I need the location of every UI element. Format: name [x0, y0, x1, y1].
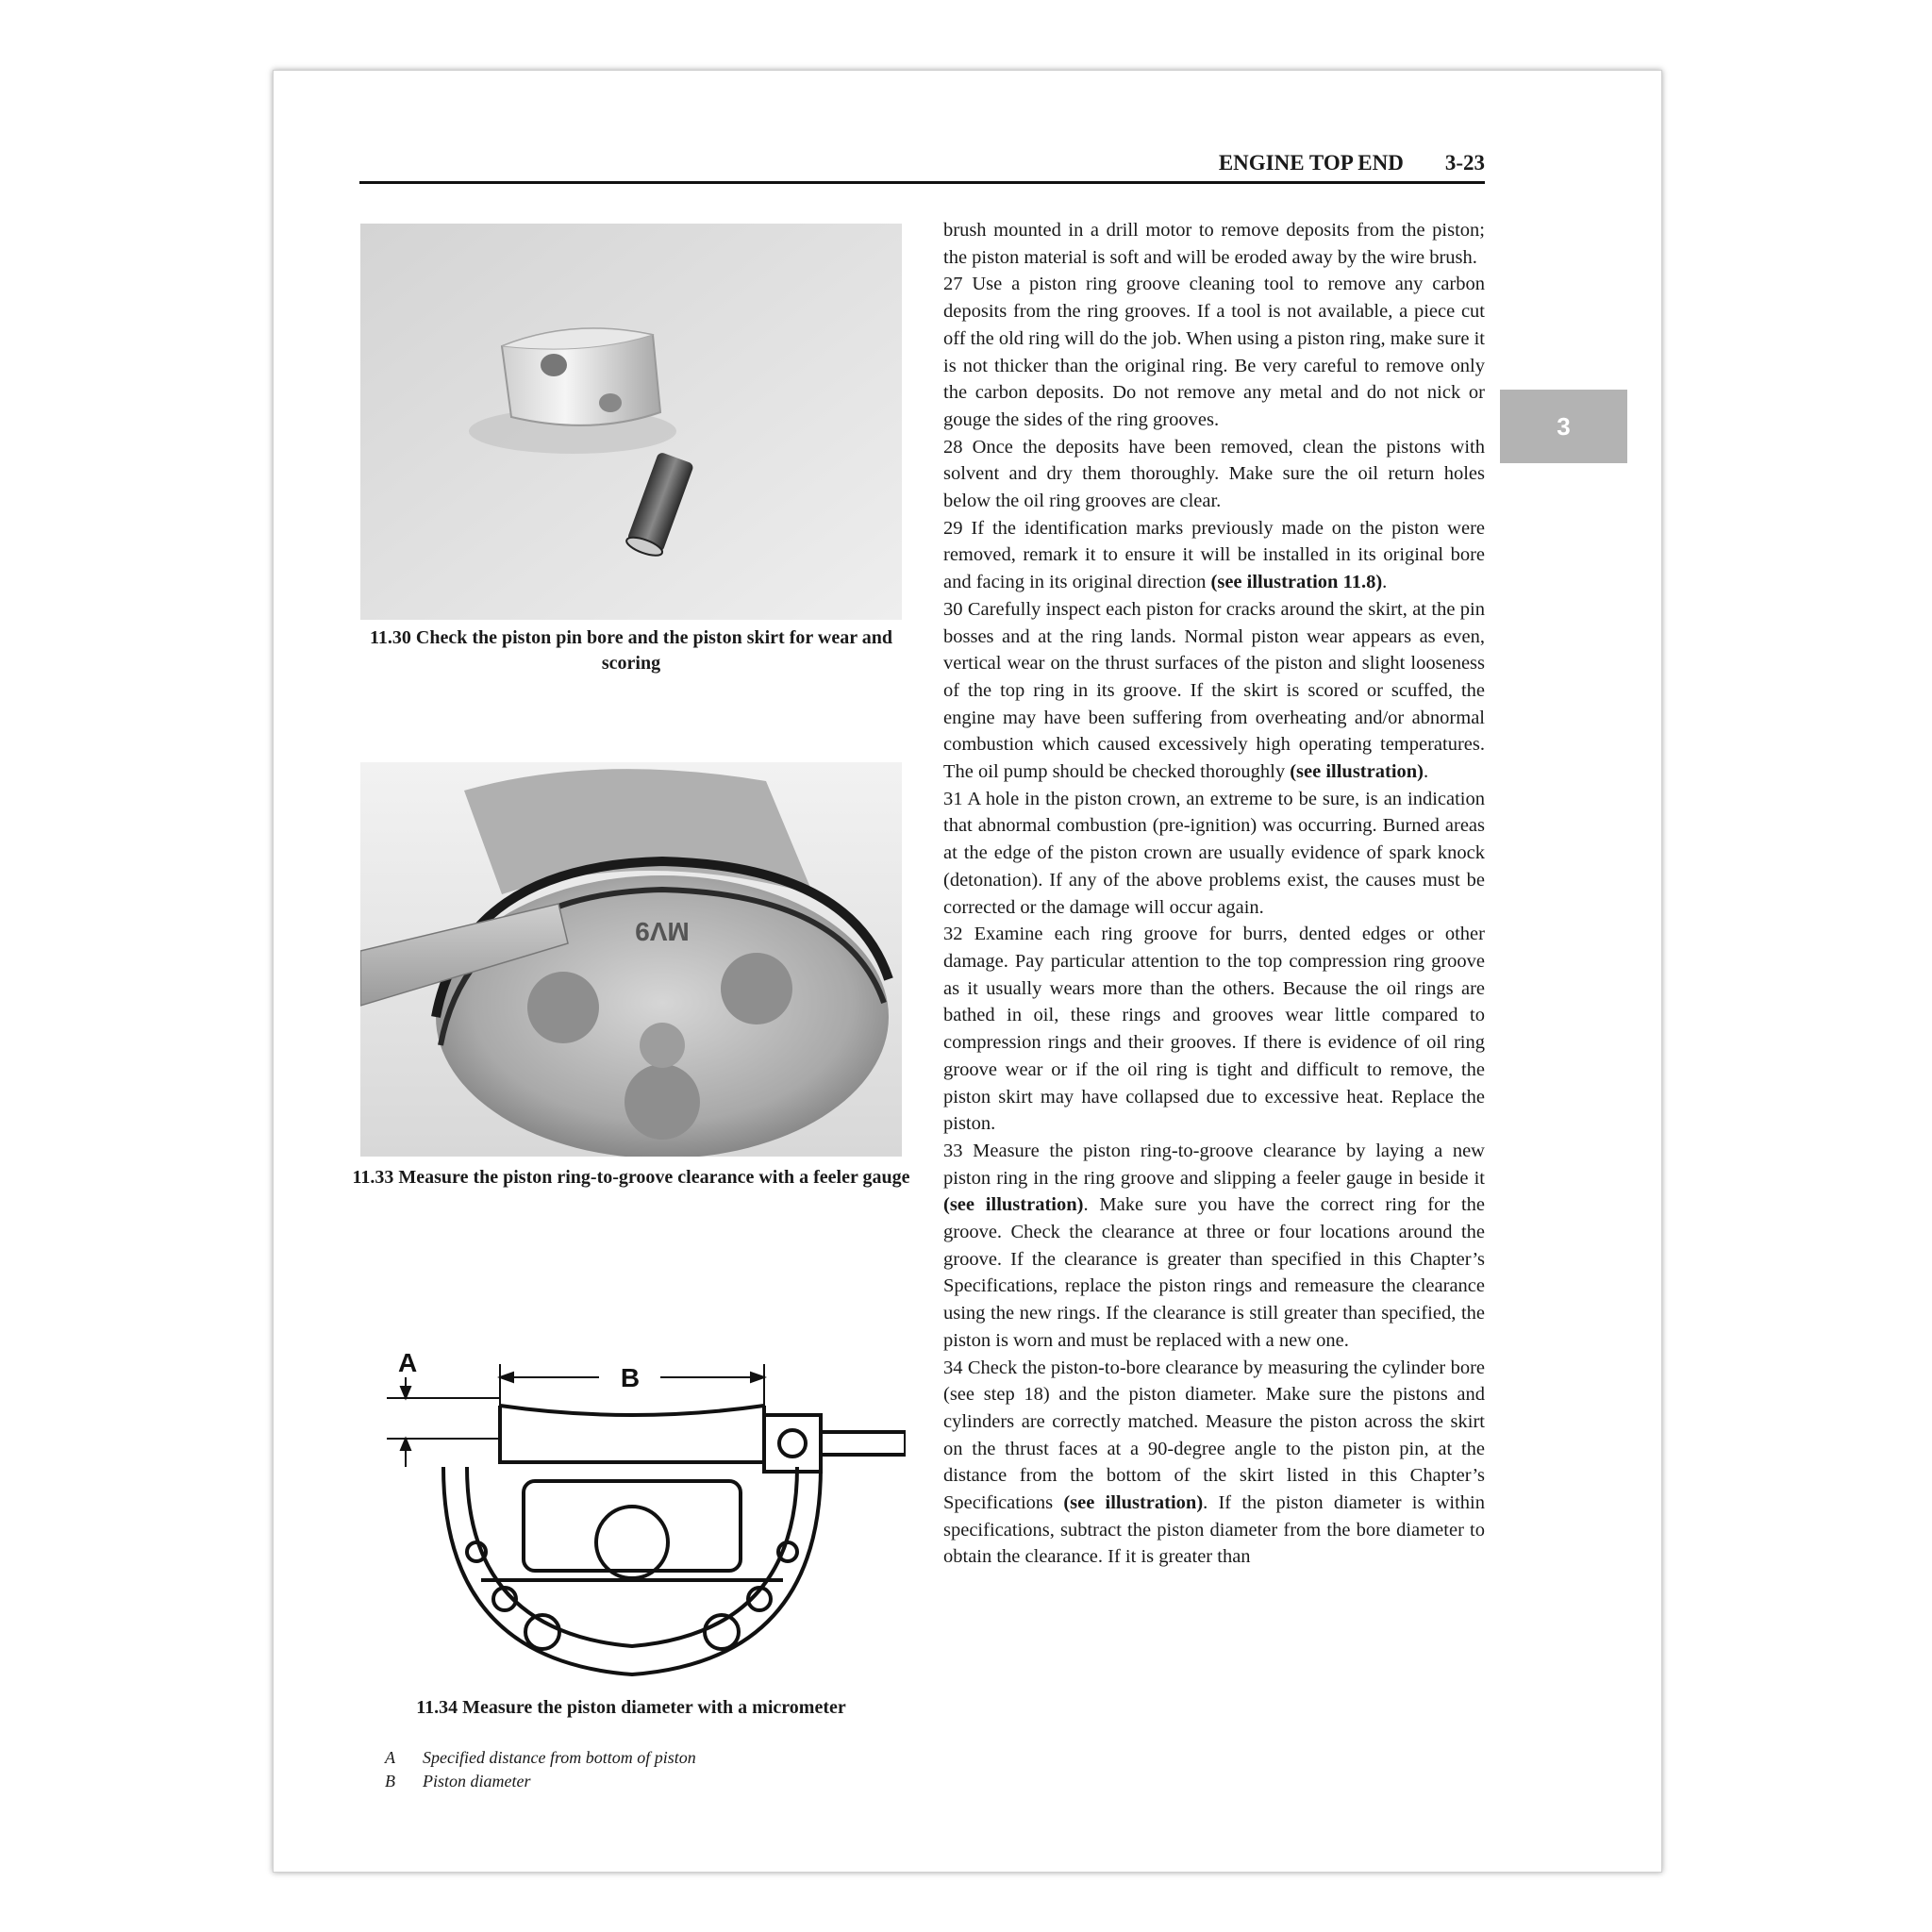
illustration-reference: (see illustration): [1290, 761, 1424, 783]
paragraph-text: .: [1382, 572, 1388, 593]
body-paragraph: [943, 1355, 1485, 1572]
paragraph-text: brush mounted in a drill motor to remove deposits from the piston; the piston material is soft and will be eroded away by the wire brush.: [943, 220, 1485, 268]
chapter-tab-label: 3: [1557, 411, 1571, 441]
paragraph-text: . If the piston diameter is within specifications, subtract the piston diameter from the bore diameter to obtain the clearance. If it is greater than: [943, 1492, 1486, 1568]
body-paragraph: [943, 1138, 1485, 1355]
figure-11-33-caption: 11.33 Measure the piston ring-to-groove clearance with a feeler gauge: [352, 1167, 910, 1188]
paragraph-text: . Make sure you have the correct ring for the groove. Check the clearance at three or four locations around the groove. If the clearance is greater than specified in this Chapter’s Specifications, replace the piston rings and remeasure the clearance using the new rings. If the clearance is still greater than specified, the piston is worn and must be replaced with a new one.: [943, 1194, 1485, 1351]
legend-row: [385, 1746, 696, 1770]
paragraph-text: 27 Use a piston ring groove cleaning tool to remove any carbon deposits from the ring grooves. If a tool is not available, a piece cut off the old ring will do the job. When using a piston ring, make sure it is not thicker than the original ring. Be very careful to remove only the carbon deposits. Do not remove any metal and do not nick or gouge the sides of the ring grooves.: [943, 274, 1485, 430]
legend-key: A: [385, 1748, 395, 1767]
paragraph-text: 29 If the identification marks previously made on the piston were removed, remark it to ensure it will be installed in its original bore and facing in its original direction: [943, 517, 1485, 593]
body-text-column: [943, 217, 1485, 1571]
micrometer-diagram: [377, 1349, 906, 1690]
body-paragraph: [943, 217, 1485, 271]
illustration-reference: (see illustration): [943, 1194, 1084, 1216]
legend-text: Piston diameter: [423, 1772, 531, 1790]
paragraph-text: 33 Measure the piston ring-to-groove clearance by laying a new piston ring in the ring groove and slipping a feeler gauge in beside it: [943, 1140, 1485, 1189]
body-paragraph: [943, 434, 1485, 515]
body-paragraph: [943, 596, 1485, 786]
svg-text:MV9: MV9: [635, 917, 690, 946]
figure-11-33-photo: [360, 762, 902, 1157]
paragraph-text: 30 Carefully inspect each piston for cracks around the skirt, at the pin bosses and at the ring lands. Normal piston wear appears as even, vertical wear on the thrust surfaces of the piston and slight looseness of the top ring in its groove. If the skirt is scored or scuffed, the engine may have been suffering from overheating and/or abnormal combustion which caused excessively high operating temperatures. The oil pump should be checked thoroughly: [943, 598, 1485, 783]
paragraph-text: 32 Examine each ring groove for burrs, dented edges or other damage. Pay particular attention to the top compression ring groove as it usually wears more than the others. Because the oil rings are bathed in oil, these rings and grooves wear little compared to compression rings and their grooves. If there is evidence of oil ring groove wear or if the oil ring is tight and difficult to remove, the piston skirt may have collapsed due to excessive heat. Replace the piston.: [943, 924, 1485, 1135]
body-paragraph: [943, 271, 1485, 433]
paragraph-text: 28 Once the deposits have been removed, clean the pistons with solvent and dry them thoroughly. Make sure the oil return holes below the oil ring grooves are clear.: [943, 436, 1485, 512]
figure-11-30-caption: 11.30 Check the piston pin bore and the piston skirt for wear and scoring: [370, 627, 892, 674]
label-a: A: [398, 1349, 418, 1377]
figure-11-34-legend: [385, 1746, 696, 1793]
chapter-tab: [1500, 390, 1627, 463]
label-b: B: [620, 1363, 641, 1392]
running-header: [359, 151, 1485, 184]
paragraph-text: 34 Check the piston-to-bore clearance by measuring the cylinder bore (see step 18) and the piston diameter. Make sure the pistons and cylinders are correctly matched. Measure the piston across the skirt on the thrust faces at a 90-degree angle to the piston pin, at the distance from the bottom of the skirt listed in this Chapter’s Specifications: [943, 1357, 1485, 1514]
body-paragraph: [943, 921, 1485, 1138]
illustration-reference: (see illustration): [1063, 1492, 1204, 1514]
paragraph-text: 31 A hole in the piston crown, an extreme to be sure, is an indication that abnormal combustion (pre-ignition) was occurring. Burned areas at the edge of the piston crown are usually evidence of spark knock (detonation). If any of the above problems exist, the causes must be corrected or the damage will occur again.: [943, 788, 1485, 918]
paragraph-text: .: [1424, 761, 1429, 783]
legend-text: Specified distance from bottom of piston: [423, 1748, 696, 1767]
page-number: 3-23: [1444, 151, 1485, 175]
figure-11-34-diagram: [377, 1349, 906, 1690]
legend-key: B: [385, 1772, 395, 1790]
body-paragraph: [943, 786, 1485, 922]
figure-11-30-photo: [360, 224, 902, 620]
body-paragraph: [943, 515, 1485, 596]
legend-row: [385, 1770, 696, 1793]
figure-11-34-caption: 11.34 Measure the piston diameter with a micrometer: [416, 1697, 846, 1718]
section-title: ENGINE TOP END: [1218, 151, 1404, 175]
illustration-reference: (see illustration 11.8): [1210, 572, 1383, 593]
